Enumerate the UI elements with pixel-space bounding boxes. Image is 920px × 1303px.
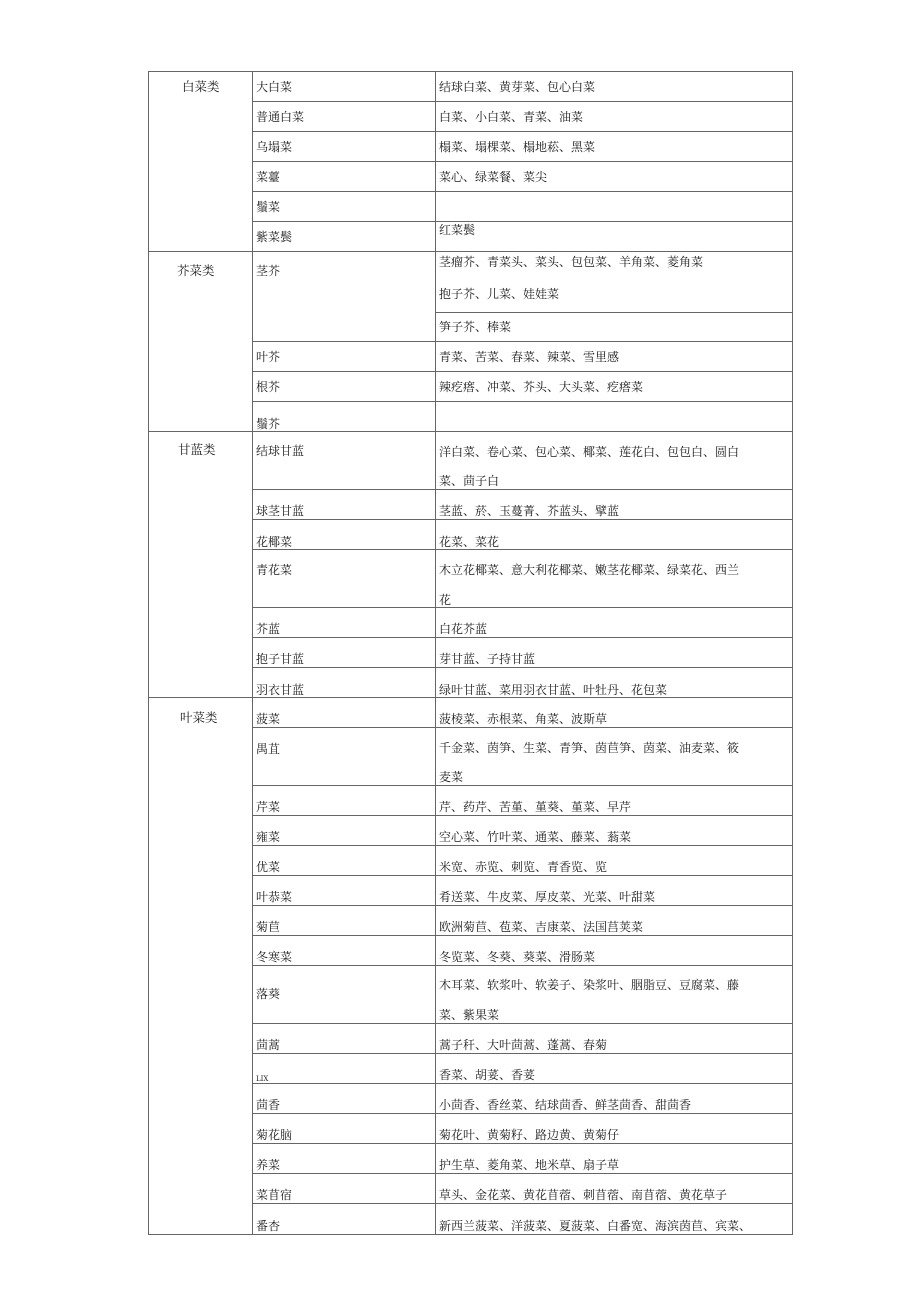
vegetable-alias: 新西兰菠菜、洋菠菜、夏菠菜、白番宽、海滨茵苣、宾菜、 <box>439 1219 752 1233</box>
vegetable-name: 花椰菜 <box>256 535 293 549</box>
row-divider <box>252 489 793 490</box>
category-label: 白菜类 <box>182 79 220 94</box>
vegetable-alias: 茎瘤芥、青菜头、菜头、包包菜、羊角菜、菱角菜 <box>439 255 704 269</box>
vegetable-name: 禺苴 <box>256 742 281 756</box>
vegetable-name: 茴香 <box>256 1098 281 1112</box>
vegetable-name: 球茎甘蓝 <box>256 504 305 518</box>
vegetable-alias: 笋子芥、棒菜 <box>439 320 512 334</box>
vegetable-alias: 木立花椰菜、意大利花椰菜、嫩茎花椰菜、绿菜花、西兰 <box>439 563 740 577</box>
row-divider <box>252 935 793 936</box>
row-divider <box>252 371 793 372</box>
vegetable-name: 养菜 <box>256 1158 281 1172</box>
category-divider <box>148 251 253 252</box>
vegetable-alias: 花菜、菜花 <box>439 535 500 549</box>
vegetable-name: 羽衣甘蓝 <box>256 683 305 697</box>
vegetable-alias: 香菜、胡荽、香荽 <box>439 1068 536 1082</box>
vegetable-alias: 菜心、绿菜餐、菜尖 <box>439 170 548 184</box>
vegetable-alias: 菠棱菜、赤根菜、角菜、波斯草 <box>439 712 608 726</box>
vegetable-alias: 辣疙瘩、冲菜、芥头、大头菜、疙瘩菜 <box>439 380 644 394</box>
row-divider <box>252 191 793 192</box>
row-divider <box>252 221 793 222</box>
vegetable-name: 普通白菜 <box>256 110 305 124</box>
vegetable-name: 菊花脑 <box>256 1128 293 1142</box>
row-divider <box>252 785 793 786</box>
category-label: 叶菜类 <box>180 710 218 725</box>
vegetable-alias: 蒿子秆、大叶茴蒿、蓬蒿、春菊 <box>439 1038 608 1052</box>
row-divider <box>252 1023 793 1024</box>
row-divider <box>252 549 793 550</box>
vegetable-name: 根芥 <box>256 380 281 394</box>
vegetable-name: 结球甘蓝 <box>256 444 305 458</box>
vegetable-alias: 青菜、苦菜、春菜、辣菜、雪里感 <box>439 350 620 364</box>
vegetable-name: 叶恭菜 <box>256 890 293 904</box>
column-divider-2 <box>435 71 436 1235</box>
row-divider <box>252 131 793 132</box>
row-divider <box>252 1083 793 1084</box>
row-divider <box>252 519 793 520</box>
row-divider <box>252 607 793 608</box>
vegetable-name: 乌塌菜 <box>256 140 293 154</box>
vegetable-name: 冬寒菜 <box>256 950 293 964</box>
vegetable-alias: 茎蓝、菸、玉蔓菁、芥蓝头、擘蓝 <box>439 504 620 518</box>
column-divider-1 <box>252 71 253 1235</box>
vegetable-name: 抱子甘蓝 <box>256 652 305 666</box>
vegetable-alias: 洋白菜、卷心菜、包心菜、椰菜、莲花白、包包白、圆白 <box>439 445 740 459</box>
vegetable-name: 芹菜 <box>256 800 281 814</box>
vegetable-alias: 白菜、小白菜、青菜、油菜 <box>439 110 584 124</box>
vegetable-alias: 榻菜、塌棵菜、榻地菘、黑菜 <box>439 140 596 154</box>
row-divider <box>252 101 793 102</box>
row-divider <box>252 161 793 162</box>
row-divider <box>252 251 793 252</box>
vegetable-alias: 草头、金花菜、黄花苜蓿、刺苜蓿、南苜蓿、黄花草子 <box>439 1188 728 1202</box>
table-left-border <box>148 71 149 1235</box>
vegetable-name: 青花菜 <box>256 563 293 577</box>
category-divider <box>148 697 793 698</box>
category-label: 甘蓝类 <box>178 442 216 457</box>
vegetable-alias: 结球白菜、黄芽菜、包心白菜 <box>439 80 596 94</box>
vegetable-alias: 抱子芥、儿菜、娃娃菜 <box>439 287 560 301</box>
row-divider <box>252 1143 793 1144</box>
row-divider <box>252 1173 793 1174</box>
vegetable-name: 叶芥 <box>256 350 281 364</box>
row-divider <box>252 341 793 342</box>
row-divider <box>252 905 793 906</box>
vegetable-name: 菜薹 <box>256 170 281 184</box>
vegetable-name: 鬚菜 <box>256 200 281 214</box>
vegetable-name: 菠菜 <box>256 712 281 726</box>
table-bottom-border <box>148 1234 793 1235</box>
vegetable-alias: 绿叶甘蓝、菜用羽衣甘蓝、叶牡丹、花包菜 <box>439 683 668 697</box>
row-divider <box>252 727 793 728</box>
row-divider <box>252 815 793 816</box>
vegetable-name: 雍菜 <box>256 830 281 844</box>
vegetable-alias: 菜、紫果菜 <box>439 1008 500 1022</box>
vegetable-alias: 花 <box>439 593 452 607</box>
vegetable-alias: 小茴香、香丝菜、结球茴香、鲜茎茴香、甜茴香 <box>439 1098 692 1112</box>
row-divider <box>252 845 793 846</box>
vegetable-name: 紫菜鬓 <box>256 230 293 244</box>
category-divider <box>148 431 793 432</box>
row-divider <box>435 312 793 313</box>
row-divider <box>252 1053 793 1054</box>
row-divider <box>252 965 793 966</box>
row-divider <box>252 1113 793 1114</box>
vegetable-alias: 麦菜 <box>439 770 464 784</box>
row-divider <box>252 875 793 876</box>
vegetable-name: 菊苣 <box>256 920 281 934</box>
vegetable-alias: 木耳菜、软浆叶、软姜子、染浆叶、胭脂豆、豆腐菜、藤 <box>439 978 740 992</box>
vegetable-alias: 芽甘蓝、子持甘蓝 <box>439 652 536 666</box>
vegetable-alias: 红菜鬓 <box>439 223 476 237</box>
vegetable-alias: 白花芥蓝 <box>439 622 488 636</box>
vegetable-name: 茴蒿 <box>256 1038 281 1052</box>
table-top-border <box>148 71 793 72</box>
vegetable-alias: 千金菜、茵笋、生菜、青笋、茵苣笋、茵菜、油麦菜、筱 <box>439 741 740 755</box>
row-divider <box>252 637 793 638</box>
vegetable-alias: 菊花叶、黄菊籽、路边黄、黄菊仔 <box>439 1128 620 1142</box>
row-divider <box>252 667 793 668</box>
vegetable-name: 落葵 <box>256 987 281 1001</box>
vegetable-name: LIX <box>256 1075 269 1083</box>
vegetable-name: 鬚芥 <box>256 417 281 431</box>
vegetable-alias: 菜、茴子白 <box>439 474 500 488</box>
vegetable-alias: 护生草、菱角菜、地米草、扇子草 <box>439 1158 620 1172</box>
vegetable-name: 优菜 <box>256 860 281 874</box>
vegetable-alias: 欧洲菊苣、苞菜、吉康菜、法国莒荚菜 <box>439 920 644 934</box>
vegetable-alias: 米宽、赤览、刺览、青香览、览 <box>439 860 608 874</box>
vegetable-name: 茎芥 <box>256 264 281 278</box>
vegetable-name: 大白菜 <box>256 80 293 94</box>
vegetable-alias: 肴送菜、牛皮菜、厚皮菜、光菜、叶甜菜 <box>439 890 656 904</box>
vegetable-alias: 空心菜、竹叶菜、通菜、藤菜、蓊菜 <box>439 830 632 844</box>
category-label: 芥菜类 <box>177 263 215 278</box>
vegetable-alias: 芹、药芹、苦堇、堇葵、堇菜、早芹 <box>439 800 632 814</box>
vegetable-name: 菜苜宿 <box>256 1188 293 1202</box>
vegetable-alias: 冬览菜、冬葵、葵菜、滑肠菜 <box>439 950 596 964</box>
row-divider <box>252 401 793 402</box>
vegetable-name: 番杏 <box>256 1219 281 1233</box>
row-divider <box>252 1203 793 1204</box>
table-right-border <box>792 71 793 1235</box>
vegetable-name: 芥蓝 <box>256 622 281 636</box>
